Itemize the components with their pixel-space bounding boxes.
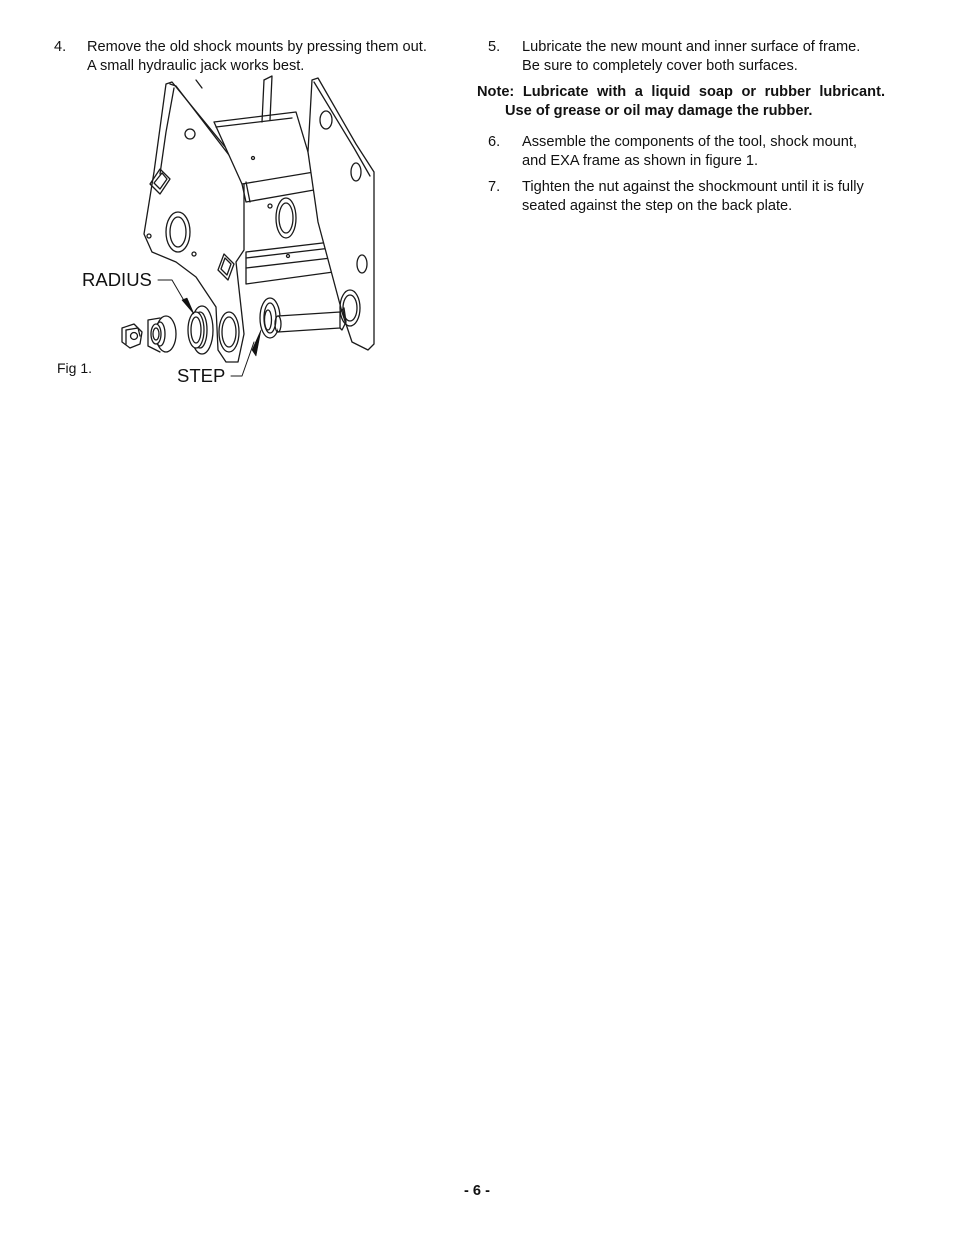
step-text [522, 133, 857, 171]
step-text [87, 38, 427, 76]
lubricant-note [477, 83, 885, 121]
figure-1 [56, 72, 386, 392]
step-number: 7. [488, 179, 501, 195]
step-callout-label: STEP [177, 365, 226, 386]
step-line: and EXA frame as shown in figure 1. [522, 153, 759, 169]
step-text [522, 178, 864, 216]
page-number: - 6 - [464, 1183, 490, 1199]
step-line: A small hydraulic jack works best. [87, 58, 305, 74]
step-number: 6. [488, 134, 501, 150]
step-line: Tighten the nut against the shockmount until it is fully [522, 179, 864, 195]
step-text [522, 38, 860, 76]
step-line: Remove the old shock mounts by pressing them out. [87, 39, 427, 55]
step-line: seated against the step on the back plate. [522, 198, 793, 214]
step-number: 5. [488, 39, 501, 55]
step-number: 4. [54, 39, 67, 55]
shock-mount-assembly-drawing [56, 72, 386, 392]
radius-callout-label: RADIUS [82, 269, 152, 290]
step-line: Assemble the components of the tool, shock mount, [522, 134, 858, 150]
step-line: Lubricate the new mount and inner surface of frame. [522, 39, 861, 55]
note-line: Note: Lubricate with a liquid soap or rubber lubricant. [477, 84, 885, 100]
note-line: Use of grease or oil may damage the rubber. [505, 103, 813, 119]
step-line: Be sure to completely cover both surfaces. [522, 58, 798, 74]
figure-caption: Fig 1. [57, 360, 93, 376]
